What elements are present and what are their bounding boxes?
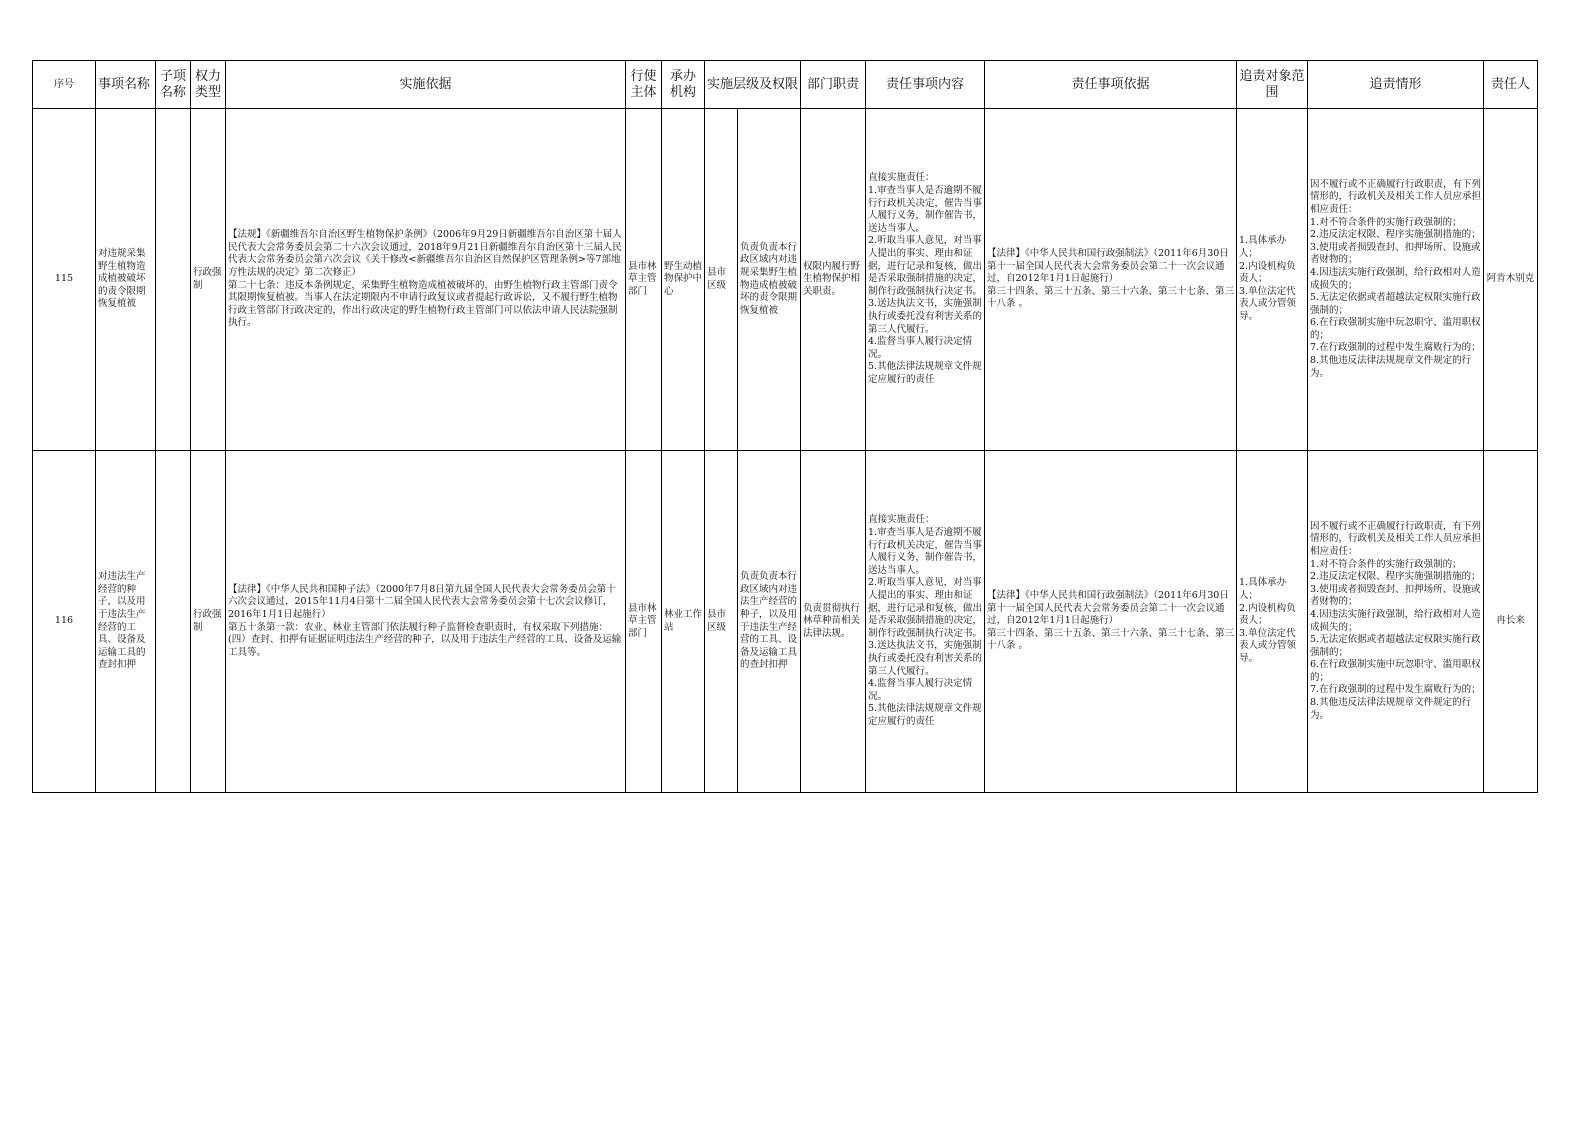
header-basis: 实施依据 bbox=[226, 61, 626, 109]
cell-level: 县市区级 bbox=[705, 109, 738, 451]
cell-seq: 116 bbox=[33, 451, 96, 793]
cell-person: 阿肯木别克 bbox=[1484, 109, 1538, 451]
cell-resp-content: 直接实施责任： 1.审查当事人是否逾期不履行行政机关决定，催告当事人履行义务，制作催告书，送达当事人。 2.听取当事人意见，对当事人提出的事实、理由和证据，进行记录和复核，做出是否采取强制措施的决定，制作行政强制执行决定书。 3.送达执法文书，实施强制执行或委托没有利害关系的第三人代履行。 4.监督当事人履行决定情况。 5.其他法律法规规章文件规定应履行的责任 bbox=[866, 109, 985, 451]
header-situation: 追责情形 bbox=[1308, 61, 1484, 109]
cell-item-name: 对违规采集野生植物造成植被破坏的责令限期恢复植被 bbox=[96, 109, 156, 451]
table-body bbox=[33, 109, 1538, 793]
cell-resp-basis: 【法律】《中华人民共和国行政强制法》（2011年6月30日第十一届全国人民代表大会常务委员会第二十一次会议通过，自2012年1月1日起施行） 第三十四条、第三十五条、第三十六条、第三十七条、第三十八条 。 bbox=[985, 109, 1237, 451]
cell-scope: 1.具体承办人； 2.内设机构负责人； 3.单位法定代表人或分管领导。 bbox=[1237, 109, 1308, 451]
header-power-type: 权力类型 bbox=[191, 61, 226, 109]
cell-sub-name bbox=[156, 451, 191, 793]
cell-scope: 1.具体承办人； 2.内设机构负责人； 3.单位法定代表人或分管领导。 bbox=[1237, 451, 1308, 793]
table-row bbox=[33, 109, 1538, 451]
header-resp-content: 责任事项内容 bbox=[866, 61, 985, 109]
cell-authority: 负责负责本行政区域内对违法生产经营的种子，以及用于违法生产经营的工具、设备及运输工具的查封扣押 bbox=[738, 451, 801, 793]
cell-resp-content: 直接实施责任： 1.审查当事人是否逾期不履行行政机关决定，催告当事人履行义务，制作催告书，送达当事人。 2.听取当事人意见，对当事人提出的事实、理由和证据，进行记录和复核，做出是否采取强制措施的决定，制作行政强制执行决定书。 3.送达执法文书，实施强制执行或委托没有利害关系的第三人代履行。 4.监督当事人履行决定情况。 5.其他法律法规规章文件规定应履行的责任 bbox=[866, 451, 985, 793]
cell-undertaker: 野生动植物保护中心 bbox=[662, 109, 705, 451]
header-seq: 序号 bbox=[33, 61, 96, 109]
header-sub-name: 子项名称 bbox=[156, 61, 191, 109]
cell-power-type: 行政强制 bbox=[191, 109, 226, 451]
cell-sub-name bbox=[156, 109, 191, 451]
cell-situation: 因不履行或不正确履行行政职责，有下列情形的，行政机关及相关工作人员应承担相应责任： 1.对不符合条件的实施行政强制的； 2.违反法定权限、程序实施强制措施的； 3.使用或者损毁查封、扣押场所、设施或者财物的； 4.因违法实施行政强制，给行政相对人造成损失的； 5.无法定依据或者超越法定权限实施行政强制的； 6.在行政强制实施中玩忽职守、滥用职权的； 7.在行政强制的过程中发生腐败行为的； 8.其他违反法律法规规章文件规定的行为。 bbox=[1308, 451, 1484, 793]
cell-subject: 县市林草主管部门 bbox=[626, 109, 662, 451]
header-person: 责任人 bbox=[1484, 61, 1538, 109]
cell-duty: 负责贯彻执行林草种苗相关法律法规。 bbox=[801, 451, 866, 793]
header-scope: 追责对象范围 bbox=[1237, 61, 1308, 109]
cell-authority: 负责负责本行政区域内对违规采集野生植物造成植被破坏的责令限期恢复植被 bbox=[738, 109, 801, 451]
cell-subject: 县市林草主管部门 bbox=[626, 451, 662, 793]
cell-basis: 【法规】《新疆维吾尔自治区野生植物保护条例》（2006年9月29日新疆维吾尔自治区第十届人民代表大会常务委员会第二十六次会议通过，2018年9月21日新疆维吾尔自治区第十三届人民代表大会常务委员会第六次会议《关于修改<新疆维吾尔自治区自然保护区管理条例>等7部地方性法规的决定》第二次修正） 第二十七条：违反本条例规定，采集野生植物造成植被破坏的，由野生植物行政主管部门责令其限期恢复植被。当事人在法定期限内不申请行政复议或者提起行政诉讼，又不履行野生植物行政主管部门行政决定的，作出行政决定的野生植物行政主管部门可以依法申请人民法院强制执行。 bbox=[226, 109, 626, 451]
responsibility-table bbox=[32, 60, 1538, 793]
header-resp-basis: 责任事项依据 bbox=[985, 61, 1237, 109]
cell-person: 冉长来 bbox=[1484, 451, 1538, 793]
cell-situation: 因不履行或不正确履行行政职责，有下列情形的，行政机关及相关工作人员应承担相应责任： 1.对不符合条件的实施行政强制的； 2.违反法定权限、程序实施强制措施的； 3.使用或者损毁查封、扣押场所、设施或者财物的； 4.因违法实施行政强制，给行政相对人造成损失的； 5.无法定依据或者超越法定权限实施行政强制的； 6.在行政强制实施中玩忽职守、滥用职权的； 7.在行政强制的过程中发生腐败行为的； 8.其他违反法律法规规章文件规定的行为。 bbox=[1308, 109, 1484, 451]
responsibility-table-sheet bbox=[32, 60, 1537, 793]
cell-power-type: 行政强制 bbox=[191, 451, 226, 793]
header-item-name: 事项名称 bbox=[96, 61, 156, 109]
header-subject: 行使主体 bbox=[626, 61, 662, 109]
cell-seq: 115 bbox=[33, 109, 96, 451]
cell-resp-basis: 【法律】《中华人民共和国行政强制法》（2011年6月30日第十一届全国人民代表大会常务委员会第二十一次会议通过，自2012年1月1日起施行） 第三十四条、第三十五条、第三十六条、第三十七条、第三十八条 。 bbox=[985, 451, 1237, 793]
table-row bbox=[33, 451, 1538, 793]
header-duty: 部门职责 bbox=[801, 61, 866, 109]
header-undertaker: 承办机构 bbox=[662, 61, 705, 109]
table-header bbox=[33, 61, 1538, 109]
cell-duty: 权限内履行野生植物保护相关职责。 bbox=[801, 109, 866, 451]
cell-item-name: 对违法生产经营的种子，以及用于违法生产经营的工具、设备及运输工具的查封扣押 bbox=[96, 451, 156, 793]
cell-level: 县市区级 bbox=[705, 451, 738, 793]
header-level: 实施层级及权限 bbox=[705, 61, 801, 109]
cell-undertaker: 林业工作站 bbox=[662, 451, 705, 793]
cell-basis: 【法律】《中华人民共和国种子法》（2000年7月8日第九届全国人民代表大会常务委员会第十六次会议通过，2015年11月4日第十二届全国人民代表大会常务委员会第十七次会议修订，2016年1月1日起施行） 第五十条第一款：农业、林业主管部门依法履行种子监督检查职责时，有权采取下列措施：(四）查封、扣押有证据证明违法生产经营的种子，以及用于违法生产经营的工具、设备及运输工具等。 bbox=[226, 451, 626, 793]
